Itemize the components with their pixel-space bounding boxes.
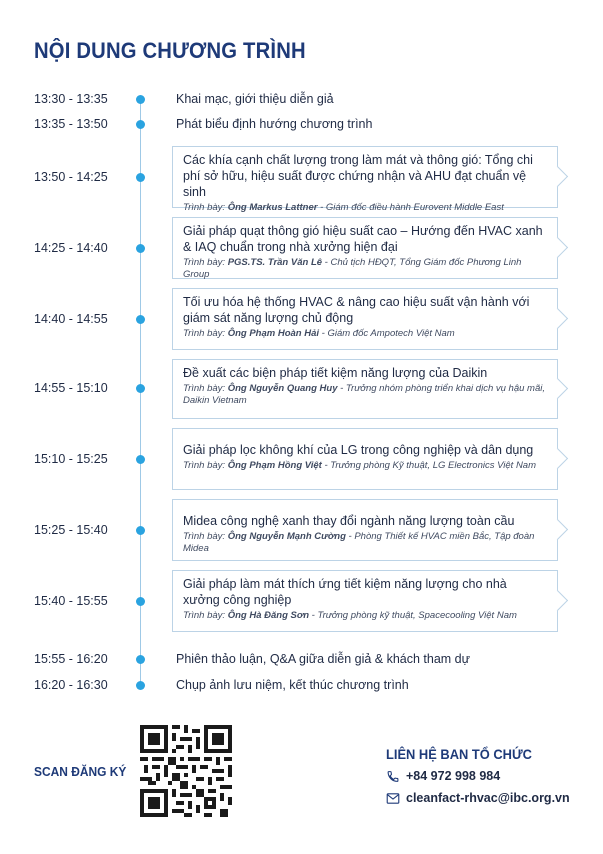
session-card: [172, 570, 558, 632]
contact-phone[interactable]: [386, 769, 500, 783]
timeline-dot: [136, 120, 145, 129]
schedule-time: 15:25 - 15:40: [34, 523, 108, 537]
speaker-name: PGS.TS. Trần Văn Lê: [227, 257, 323, 268]
schedule-text: Phiên thảo luận, Q&A giữa diễn giả & khách tham dự: [176, 652, 471, 666]
timeline-dot: [136, 315, 145, 324]
speaker-prefix: Trình bày:: [183, 328, 228, 339]
speaker-role: - Trưởng phòng Kỹ thuật, LG Electronics Việt Nam: [321, 460, 537, 471]
page-title: NỘI DUNG CHƯƠNG TRÌNH: [34, 38, 306, 63]
speaker-role: - Chủ tịch HĐQT, Tổng Giám đốc Phương Linh Group: [183, 257, 522, 280]
timeline-dot: [136, 597, 145, 606]
session-title: Các khía cạnh chất lượng trong làm mát và thông gió: Tổng chi phí sở hữu, hiệu suất được chứng nhận và AHU đạt chuẩn vệ sinh: [183, 153, 533, 199]
speaker-name: Ông Markus Lattner: [227, 202, 318, 213]
schedule-time: 15:40 - 15:55: [34, 594, 108, 608]
session-card: [172, 428, 558, 490]
schedule-time: 13:35 - 13:50: [34, 117, 108, 131]
schedule-text: Phát biểu định hướng chương trình: [176, 117, 373, 131]
speaker-prefix: Trình bày:: [183, 460, 228, 471]
session-card: [172, 146, 558, 213]
session-speaker: [183, 460, 545, 472]
footer: [0, 715, 603, 825]
session-title: Giải pháp lọc không khí của LG trong công nghiệp và dân dụng: [183, 443, 534, 457]
speaker-name: Ông Phạm Hồng Việt: [227, 460, 322, 471]
schedule-text: Chụp ảnh lưu niệm, kết thúc chương trình: [176, 678, 409, 692]
timeline-dot: [136, 95, 145, 104]
speaker-prefix: Trình bày:: [183, 383, 228, 394]
timeline-dot: [136, 526, 145, 535]
schedule-time: 14:55 - 15:10: [34, 381, 108, 395]
speaker-prefix: Trình bày:: [183, 257, 228, 268]
email-address: cleanfact-rhvac@ibc.org.vn: [406, 791, 570, 805]
schedule-time: 13:30 - 13:35: [34, 92, 108, 106]
schedule-time: 13:50 - 14:25: [34, 170, 108, 184]
session-card: [172, 499, 558, 561]
speaker-prefix: Trình bày:: [183, 531, 228, 542]
speaker-role: - Trưởng phòng kỹ thuật, Spacecooling Việt Nam: [309, 610, 517, 621]
speaker-prefix: Trình bày:: [183, 610, 228, 621]
speaker-role: - Trưởng nhóm phòng triển khai dịch vụ hậu mãi, Daikin Vietnam: [183, 383, 545, 406]
speaker-role: - Giám đốc điều hành Eurovent Middle East: [317, 202, 504, 213]
session-title: Tối ưu hóa hệ thống HVAC & nâng cao hiệu suất vận hành với giám sát năng lượng chủ động: [183, 295, 530, 325]
schedule-time: 14:25 - 14:40: [34, 241, 108, 255]
speaker-prefix: Trình bày:: [183, 202, 228, 213]
phone-number: +84 972 998 984: [406, 769, 501, 783]
session-title: Giải pháp làm mát thích ứng tiết kiệm năng lượng cho nhà xưởng công nghiệp: [183, 577, 507, 607]
session-speaker: [183, 531, 545, 555]
speaker-role: - Phòng Thiết kế HVAC miền Bắc, Tập đoàn Midea: [183, 531, 535, 554]
timeline-dot: [136, 244, 145, 253]
speaker-name: Ông Phạm Hoàn Hải: [227, 328, 320, 339]
email-icon: [386, 793, 400, 804]
phone-icon: [386, 770, 400, 783]
session-speaker: [183, 257, 545, 281]
speaker-name: Ông Nguyễn Quang Huy: [227, 383, 338, 394]
session-card: [172, 288, 558, 350]
timeline-dot: [136, 384, 145, 393]
schedule-time: 15:10 - 15:25: [34, 452, 108, 466]
session-title: Đề xuất các biện pháp tiết kiệm năng lượng của Daikin: [183, 366, 488, 380]
scan-label: SCAN ĐĂNG KÝ: [34, 764, 127, 779]
schedule-text: Khai mạc, giới thiệu diễn giả: [176, 92, 334, 106]
contact-email[interactable]: [386, 791, 570, 805]
speaker-role: - Giám đốc Ampotech Việt Nam: [319, 328, 455, 339]
session-speaker: [183, 610, 545, 622]
qr-code[interactable]: [140, 725, 232, 817]
session-speaker: [183, 328, 545, 340]
session-card: [172, 359, 558, 419]
timeline-dot: [136, 455, 145, 464]
session-speaker: [183, 202, 545, 214]
session-card: [172, 217, 558, 279]
timeline-dot: [136, 681, 145, 690]
schedule-time: 16:20 - 16:30: [34, 678, 108, 692]
timeline-dot: [136, 655, 145, 664]
session-speaker: [183, 383, 545, 407]
timeline-dot: [136, 173, 145, 182]
session-title: Midea công nghệ xanh thay đổi ngành năng lượng toàn cầu: [183, 514, 515, 528]
speaker-name: Ông Hà Đăng Sơn: [227, 610, 310, 621]
schedule-time: 15:55 - 16:20: [34, 652, 108, 666]
contact-title: LIÊN HỆ BAN TỔ CHỨC: [386, 746, 532, 762]
session-title: Giải pháp quạt thông gió hiệu suất cao – Hướng đến HVAC xanh & IAQ chuẩn trong nhà xưởng hiện đại: [183, 224, 543, 254]
schedule-time: 14:40 - 14:55: [34, 312, 108, 326]
speaker-name: Ông Nguyễn Mạnh Cường: [227, 531, 346, 542]
